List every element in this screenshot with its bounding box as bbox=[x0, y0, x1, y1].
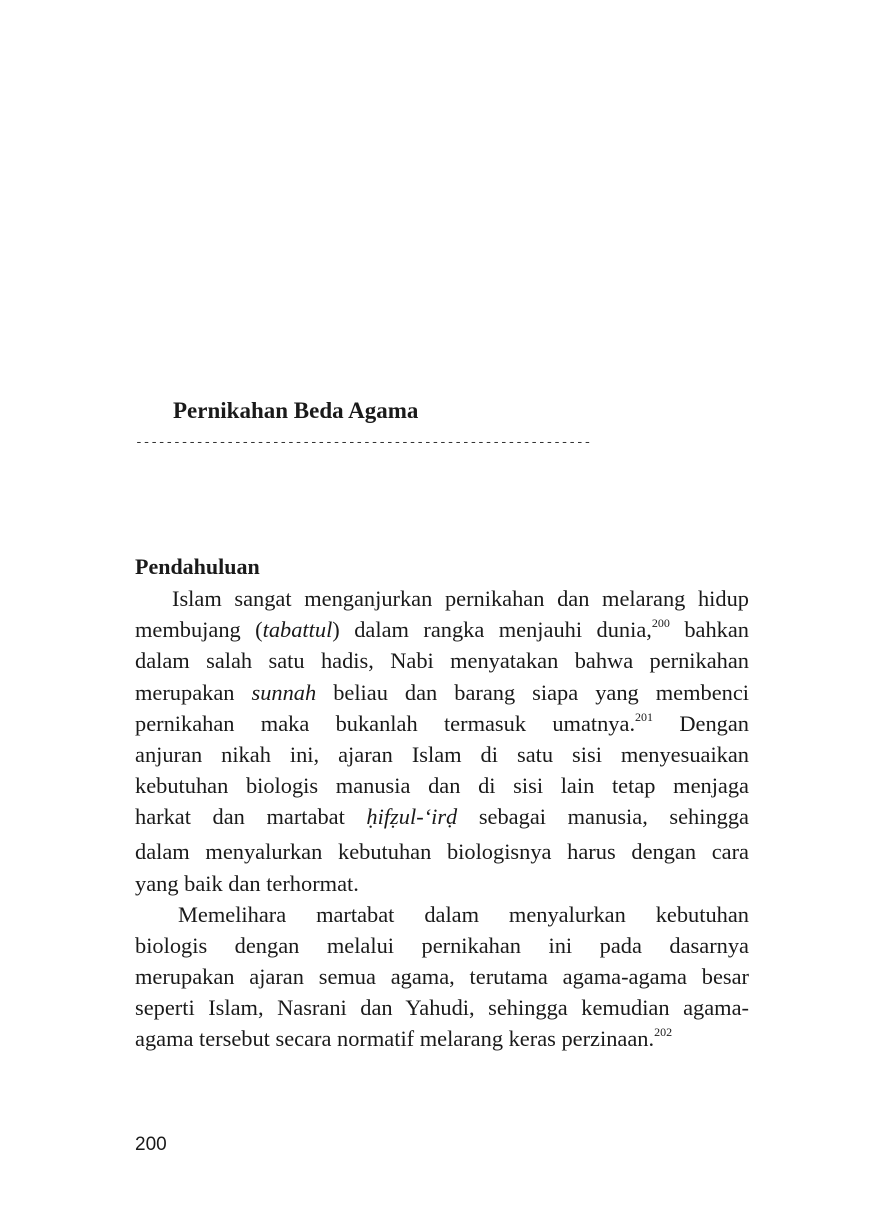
title-divider: ------------------------------------------------------------ bbox=[135, 435, 592, 450]
paragraph-1 bbox=[135, 583, 749, 899]
chapter-title: Pernikahan Beda Agama bbox=[173, 398, 419, 423]
text-line: dalam salah satu hadis, Nabi menyatakan bahwa pernikahan bbox=[135, 648, 749, 674]
text-line: membujang (tabattul) dalam rangka menjauhi dunia,$^{200}$ bahkan bbox=[135, 616, 749, 643]
text-line: Memelihara martabat dalam menyalurkan kebutuhan bbox=[178, 901, 749, 927]
text-line: yang baik dan terhormat. bbox=[135, 870, 359, 896]
italic-term: sunnah bbox=[251, 679, 317, 705]
text-line: Islam sangat menganjurkan pernikahan dan melarang hidup bbox=[172, 586, 749, 611]
paragraph-2 bbox=[135, 899, 749, 1055]
body-text bbox=[135, 583, 749, 1055]
text-line: merupakan sunnah beliau dan barang siapa yang membenci bbox=[135, 679, 749, 705]
page-number: 200 bbox=[135, 1134, 167, 1155]
text-line: merupakan ajaran semua agama, terutama agama-agama besar bbox=[135, 964, 749, 990]
footnote-ref: 201 bbox=[635, 709, 654, 724]
italic-term: ḥifẓul-ʻirḍ bbox=[366, 804, 458, 830]
text-line: harkat dan martabat ḥifẓul-ʻirḍ sebagai manusia, sehingga bbox=[135, 804, 749, 830]
italic-term: tabattul bbox=[262, 617, 333, 643]
text-line: agama tersebut secara normatif melarang keras perzinaan.$^{202}$ bbox=[135, 1025, 673, 1052]
text-line: pernikahan maka bukanlah termasuk umatnya.$^{201}$ Dengan bbox=[135, 709, 749, 736]
text-line: seperti Islam, Nasrani dan Yahudi, sehingga kemudian agama- bbox=[135, 995, 749, 1021]
footnote-ref: 202 bbox=[654, 1025, 673, 1040]
text-line: dalam menyalurkan kebutuhan biologisnya harus dengan cara bbox=[135, 839, 749, 865]
footnote-ref: 200 bbox=[651, 616, 670, 631]
text-line: kebutuhan biologis manusia dan di sisi lain tetap menjaga bbox=[135, 773, 749, 799]
text-line: anjuran nikah ini, ajaran Islam di satu sisi menyesuaikan bbox=[135, 741, 749, 767]
text-line: biologis dengan melalui pernikahan ini pada dasarnya bbox=[135, 932, 749, 958]
section-heading: Pendahuluan bbox=[135, 554, 260, 579]
